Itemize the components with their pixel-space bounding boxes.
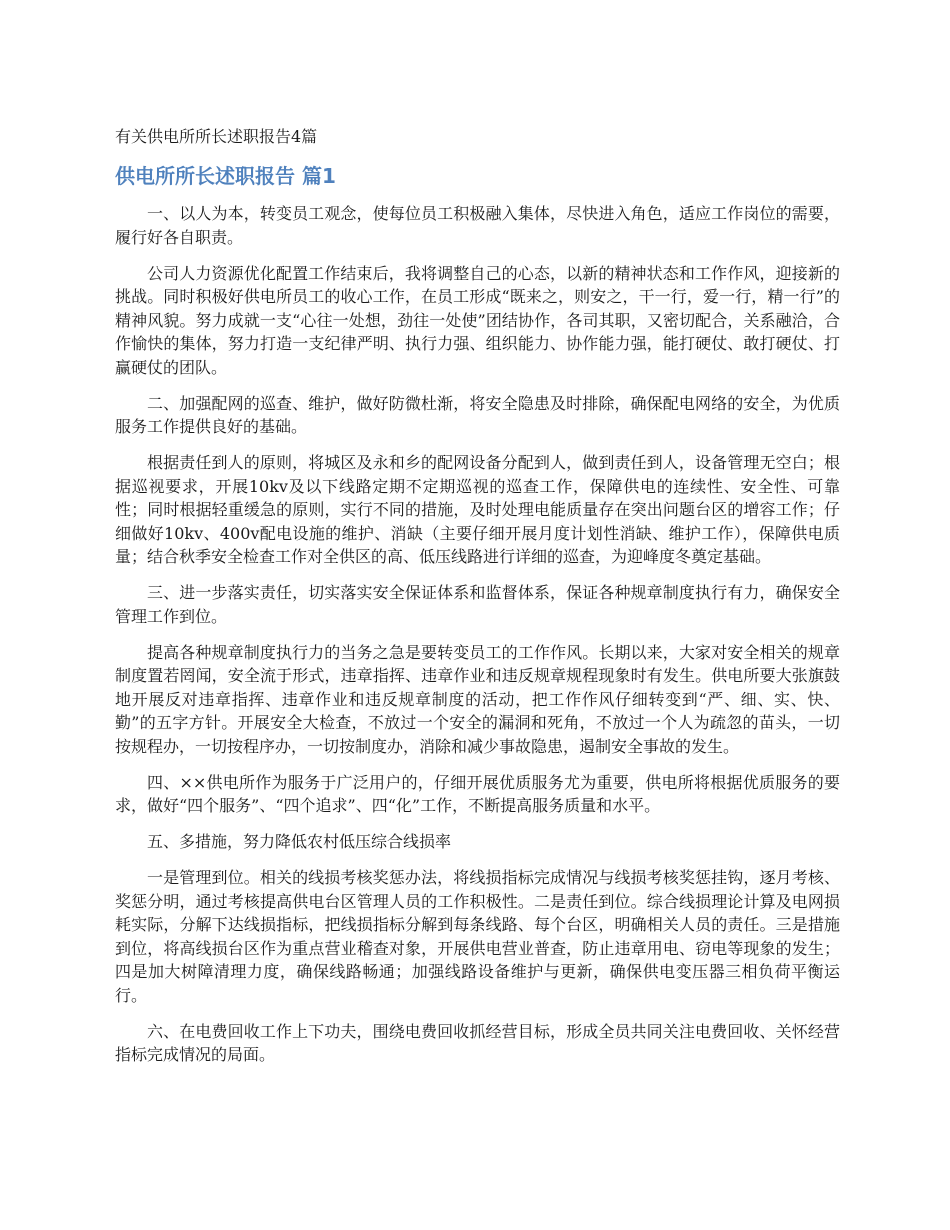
- paragraph-8: 五、多措施，努力降低农村低压综合线损率: [147, 832, 452, 851]
- paragraph-5: 三、进一步落实责任，切实落实安全保证体系和监督体系，保证各种规章制度执行有力，确保安全管理工作到位。: [115, 583, 840, 626]
- paragraph-3: 二、加强配网的巡查、维护，做好防微杜渐，将安全隐患及时排除，确保配电网络的安全，为优质服务工作提供良好的基础。: [115, 393, 840, 436]
- paragraph-6: 提高各种规章制度执行力的当务之急是要转变员工的工作作风。长期以来，大家对安全相关的规章制度置若罔闻，安全流于形式，违章指挥、违章作业和违反规章规程现象时有发生。供电所要大张旗鼓地开展反对违章指挥、违章作业和违反规章制度的活动，把工作作风仔细转变到“严、细、实、快、勤”的五字方针。开展安全大检查，不放过一个安全的漏洞和死角，不放过一个人为疏忽的苗头，一切按规程办，一切按程序办，一切按制度办，消除和减少事故隐患，遏制安全事故的发生。: [115, 642, 840, 756]
- paragraph-7: 四、××供电所作为服务于广泛用户的，仔细开展优质服务尤为重要，供电所将根据优质服务的要求，做好“四个服务”、“四个追求”、四“化”工作，不断提高服务质量和水平。: [115, 772, 840, 815]
- section-heading: 供电所所长述职报告 篇1: [115, 164, 336, 188]
- document-title: 有关供电所所长述职报告4篇: [115, 127, 318, 146]
- paragraph-9: 一是管理到位。相关的线损考核奖惩办法，将线损指标完成情况与线损考核奖惩挂钩，逐月考核、奖惩分明，通过考核提高供电台区管理人员的工作积极性。二是责任到位。综合线损理论计算及电网损耗实际，分解下达线损指标，把线损指标分解到每条线路、每个台区，明确相关人员的责任。三是措施到位，将高线损台区作为重点营业稽查对象，开展供电营业普查，防止违章用电、窃电等现象的发生；四是加大树障清理力度，确保线路畅通；加强线路设备维护与更新，确保供电变压器三相负荷平衡运行。: [115, 868, 840, 1005]
- document-body: [115, 126, 840, 1079]
- paragraph-10: 六、在电费回收工作上下功夫，围绕电费回收抓经营目标，形成全员共同关注电费回收、关怀经营指标完成情况的局面。: [115, 1021, 840, 1064]
- paragraph-2: 公司人力资源优化配置工作结束后，我将调整自己的心态，以新的精神状态和工作作风，迎接新的挑战。同时积极好供电所员工的收心工作，在员工形成“既来之，则安之，干一行，爱一行，精一行”的精神风貌。努力成就一支“心往一处想，劲往一处使”团结协作，各司其职，又密切配合，关系融洽，合作愉快的集体，努力打造一支纪律严明、执行力强、组织能力、协作能力强，能打硬仗、敢打硬仗、打赢硬仗的团队。: [115, 263, 840, 377]
- paragraph-4: 根据责任到人的原则，将城区及永和乡的配网设备分配到人，做到责任到人，设备管理无空白；根据巡视要求，开展10kv及以下线路定期不定期巡视的巡查工作，保障供电的连续性、安全性、可靠性；同时根据轻重缓急的原则，实行不同的措施，及时处理电能质量存在突出问题台区的增容工作；仔细做好10kv、400v配电设施的维护、消缺（主要仔细开展月度计划性消缺、维护工作），保障供电质量；结合秋季安全检查工作对全供区的高、低压线路进行详细的巡查，为迎峰度冬奠定基础。: [115, 453, 840, 566]
- paragraph-1: 一、以人为本，转变员工观念，使每位员工积极融入集体，尽快进入角色，适应工作岗位的需要，履行好各自职责。: [115, 204, 840, 247]
